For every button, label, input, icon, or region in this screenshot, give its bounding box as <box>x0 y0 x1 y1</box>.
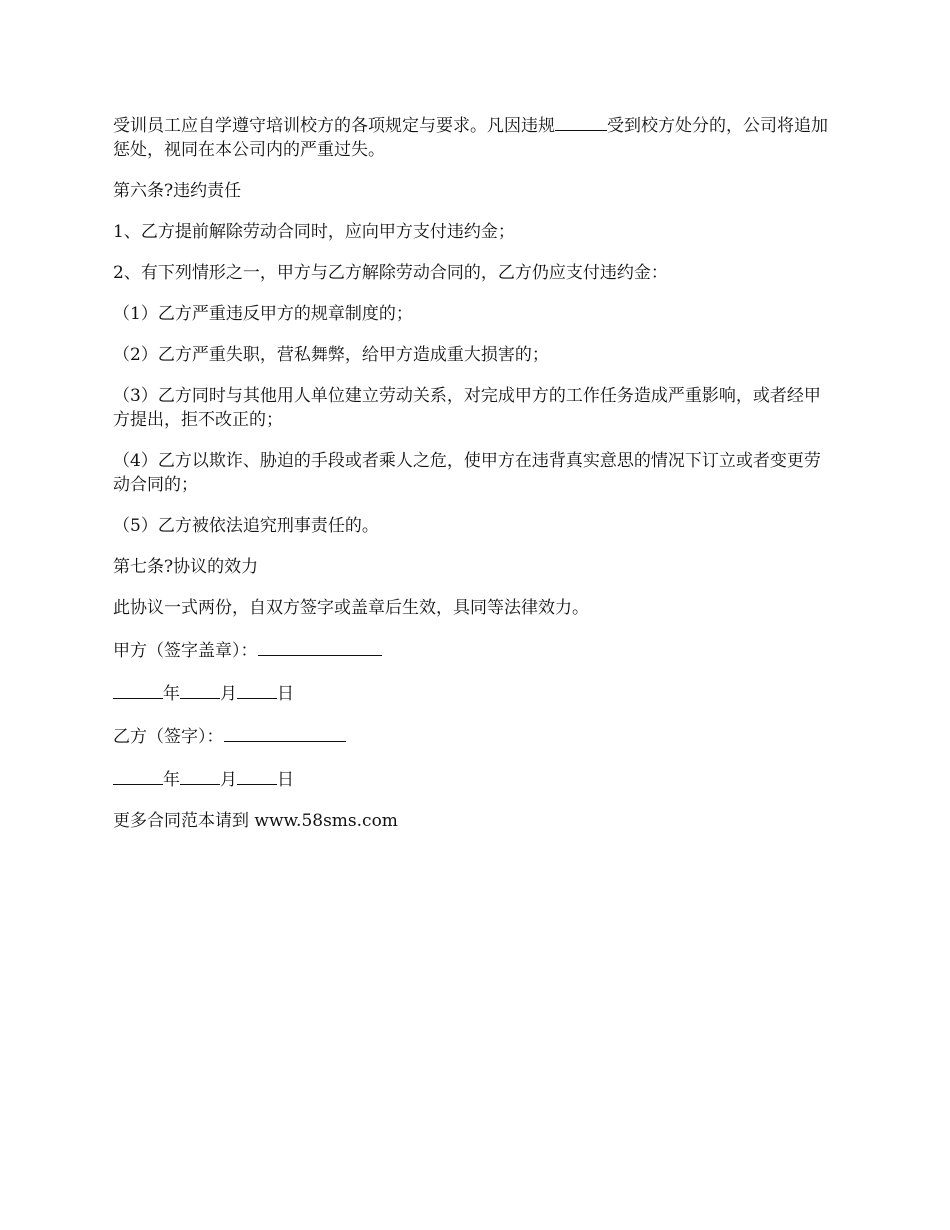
paragraph-text: 受训员工应自学遵守培训校方的各项规定与要求。凡因违规 <box>113 116 555 136</box>
month-label: 月 <box>220 684 237 704</box>
day-blank <box>237 680 277 699</box>
article-7-title: 第七条?协议的效力 <box>113 557 259 577</box>
clause-item-1: 1、乙方提前解除劳动合同时，应向甲方支付违约金； <box>113 222 515 242</box>
year-blank <box>113 680 163 699</box>
year-label: 年 <box>163 684 180 704</box>
document-body <box>113 112 835 850</box>
sub-clause-4: （4）乙方以欺诈、胁迫的手段或者乘人之危，使甲方在违背真实意思的情况下订立或者变更劳动合同的； <box>113 451 821 495</box>
paragraph-text: 受到校方处分的，公司将追加惩处，视同在本公司内的严重过失。 <box>113 116 828 160</box>
training-rules-paragraph <box>113 112 835 162</box>
party-a-signature-line <box>113 637 835 663</box>
party-b-label: 乙方（签字）： <box>113 727 224 747</box>
clause-item-2: 2、有下列情形之一，甲方与乙方解除劳动合同的，乙方仍应支付违约金： <box>113 263 668 283</box>
blank-line <box>555 112 607 131</box>
year-blank <box>113 766 163 785</box>
party-b-date-line <box>113 766 835 792</box>
month-label: 月 <box>220 770 237 790</box>
sub-clause-3: （3）乙方同时与其他用人单位建立劳动关系，对完成甲方的工作任务造成严重影响，或者经甲方提出，拒不改正的； <box>113 386 821 430</box>
effect-paragraph: 此协议一式两份，自双方签字或盖章后生效，具同等法律效力。 <box>113 598 589 618</box>
day-label: 日 <box>277 770 294 790</box>
article-6-title: 第六条?违约责任 <box>113 181 242 201</box>
party-b-signature-blank <box>224 723 346 742</box>
day-blank <box>237 766 277 785</box>
party-a-label: 甲方（签字盖章）： <box>113 641 258 661</box>
party-a-signature-blank <box>258 637 382 656</box>
month-blank <box>180 766 220 785</box>
party-a-date-line <box>113 680 835 706</box>
party-b-signature-line <box>113 723 835 749</box>
footer-more-templates: 更多合同范本请到 www.58sms.com <box>113 811 398 831</box>
year-label: 年 <box>163 770 180 790</box>
day-label: 日 <box>277 684 294 704</box>
sub-clause-1: （1）乙方严重违反甲方的规章制度的； <box>113 304 413 324</box>
sub-clause-2: （2）乙方严重失职，营私舞弊，给甲方造成重大损害的； <box>113 345 549 365</box>
sub-clause-5: （5）乙方被依法追究刑事责任的。 <box>113 516 379 536</box>
month-blank <box>180 680 220 699</box>
